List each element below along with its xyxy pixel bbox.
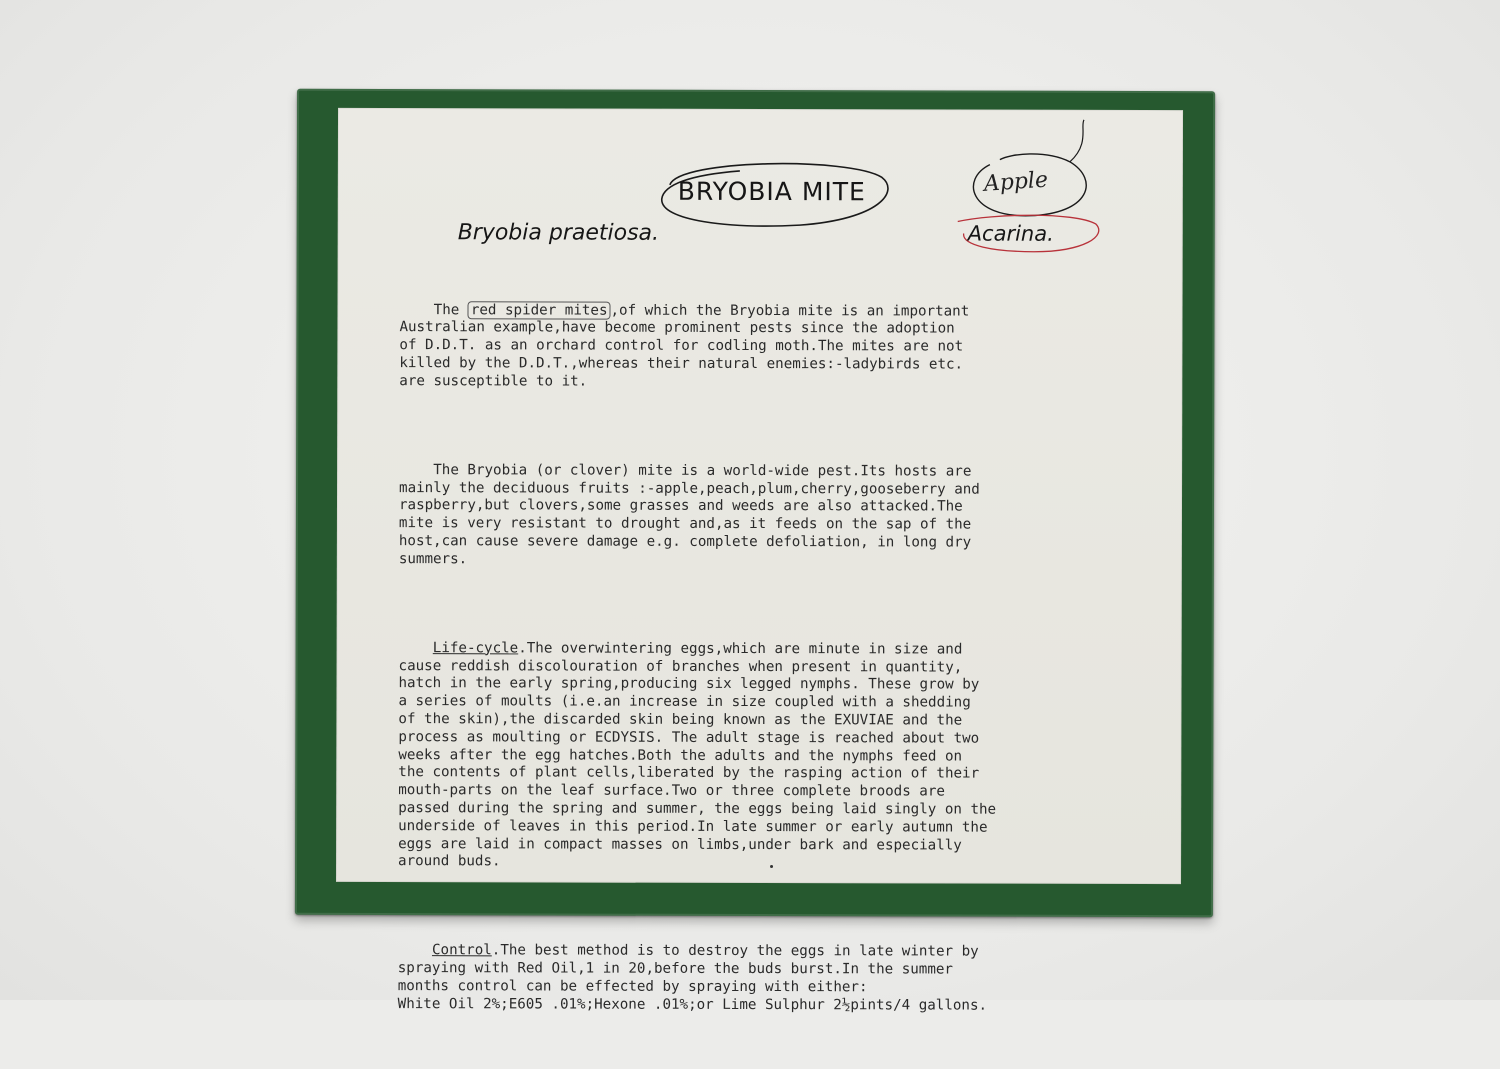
card-body-text — [398, 266, 1160, 1069]
section-heading-lifecycle: Life-cycle — [432, 639, 519, 657]
text-line: mainly the deciduous fruits :-apple,peach,plum,cherry,gooseberry and — [399, 479, 980, 498]
paragraph-control — [398, 942, 1158, 1015]
text-line: around buds. — [398, 853, 501, 870]
text-fragment: The — [433, 301, 468, 318]
paragraph-lifecycle — [398, 640, 1159, 873]
section-heading-control: Control — [431, 942, 492, 959]
text-line: passed during the spring and summer, the eggs being laid singly on the — [398, 799, 997, 818]
text-line: weeks after the egg hatches.Both the adults and the nymphs feed on — [398, 746, 963, 765]
text-line: hatch in the early spring,producing six legged nymphs. These grow by — [398, 675, 980, 693]
text-line: of D.D.T. as an orchard control for codling moth.The mites are not — [399, 337, 964, 355]
text-line: killed by the D.D.T.,whereas their natural enemies:-ladybirds etc. — [399, 355, 964, 373]
text-line — [399, 640, 1159, 660]
ink-dot — [770, 865, 773, 868]
text-line: months control can be effected by spraying with either: — [397, 977, 868, 996]
order-annotation — [954, 210, 1104, 256]
text-line — [398, 942, 1158, 962]
specimen-card — [336, 108, 1183, 1014]
card-title: BRYOBIA MITE — [677, 176, 866, 207]
text-line: cause reddish discolouration of branches when present in quantity, — [398, 657, 963, 676]
text-line: raspberry,but clovers,some grasses and weeds are also attacked.The — [398, 497, 963, 515]
green-mount-board — [295, 89, 1215, 1014]
text-line: eggs are laid in compact masses on limbs,under bark and especially — [398, 835, 962, 854]
text-fragment: ,of which the Bryobia mite is an important — [610, 302, 970, 320]
paragraph-intro — [399, 302, 1159, 393]
text-line: a series of moults (i.e.an increase in size coupled with a shedding — [398, 693, 971, 711]
text-line: Australian example,have become prominent pests since the adoption — [399, 319, 955, 337]
text-fragment: .The overwintering eggs,which are minute in size and — [518, 640, 963, 658]
text-line: The Bryobia (or clover) mite is a world-wide pest.Its hosts are — [399, 461, 972, 480]
text-line: underside of leaves in this period.In late summer or early autumn the — [398, 817, 988, 836]
text-line: mouth-parts on the leaf surface.Two or three complete broods are — [398, 782, 945, 800]
host-label: Apple — [983, 167, 1049, 197]
paragraph-hosts — [399, 462, 1159, 571]
scientific-name: Bryobia praetiosa. — [457, 220, 660, 246]
boxed-term: red spider mites — [468, 301, 611, 319]
text-line: spraying with Red Oil,1 in 20,before the buds burst.In the summer — [397, 960, 954, 978]
text-line: of the skin),the discarded skin being known as the EXUVIAE and the — [398, 710, 963, 729]
title-block — [650, 155, 894, 230]
text-line: the contents of plant cells,liberated by the rasping action of their — [398, 764, 980, 782]
text-line: summers. — [398, 550, 468, 567]
text-fragment: .The best method is to destroy the eggs in late winter by — [491, 942, 979, 960]
text-line: White Oil 2%;E605 .01%;Hexone .01%;or Lime Sulphur 2½pints/4 gallons. — [397, 995, 988, 1014]
order-label: Acarina. — [967, 221, 1054, 246]
text-line: host,can cause severe damage e.g. complete defoliation, in long dry — [398, 533, 972, 551]
text-line: are susceptible to it. — [399, 372, 588, 390]
text-line: mite is very resistant to drought and,as it feeds on the sap of the — [398, 515, 972, 533]
text-line: process as moulting or ECDYSIS. The adult stage is reached about two — [398, 728, 980, 747]
text-line — [399, 302, 1159, 322]
